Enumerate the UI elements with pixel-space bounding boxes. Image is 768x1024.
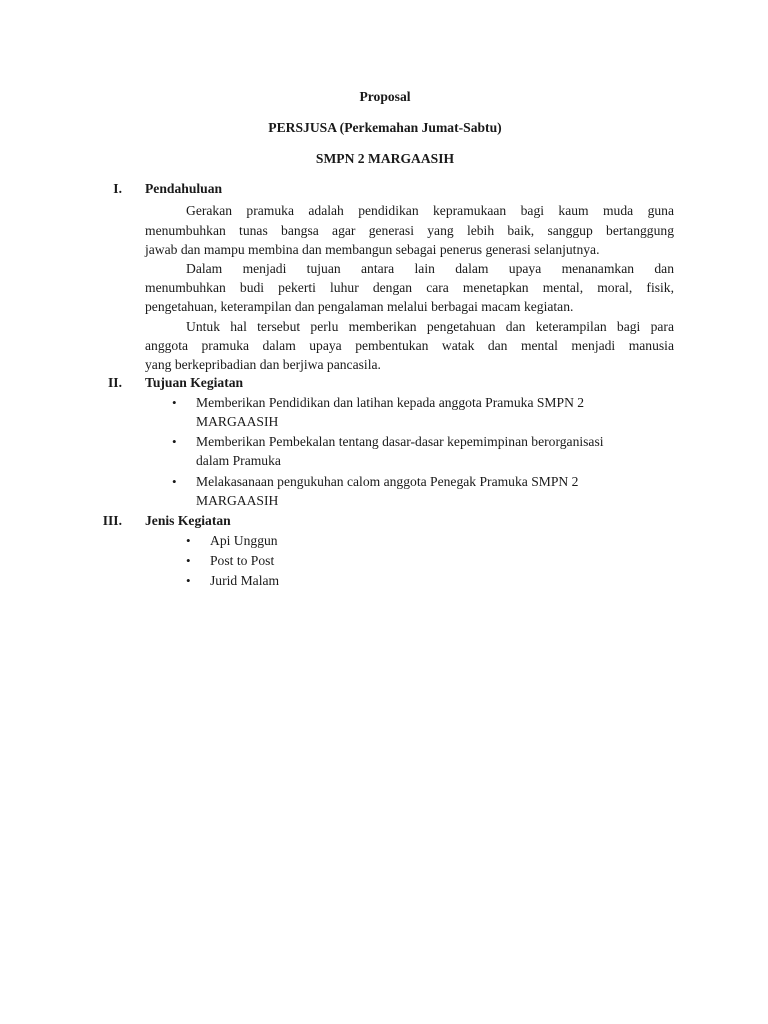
paragraph-line: Gerakan pramuka adalah pendidikan kepramukaan bagi kaum muda guna (186, 203, 674, 218)
paragraph-line: anggota pramuka dalam upaya pembentukan watak dan mental menjadi manusia (145, 338, 674, 353)
paragraph-line: yang berkepribadian dan berjiwa pancasila. (145, 357, 381, 372)
list-item-line: MARGAASIH (196, 493, 279, 508)
list-item-line: Memberikan Pembekalan tentang dasar-dasar kepemimpinan berorganisasi (196, 434, 604, 449)
paragraph-line: Untuk hal tersebut perlu memberikan pengetahuan dan keterampilan bagi para (186, 319, 674, 334)
list-item: Jurid Malam (210, 573, 280, 588)
paragraph-line: jawab dan mampu membina dan membangun sebagai penerus generasi selanjutnya. (145, 242, 600, 257)
section-number: II. (108, 375, 122, 390)
paragraph-line: menumbuhkan tunas bangsa agar generasi yang lebih baik, sanggup bertanggung (145, 223, 674, 238)
bullet-icon: • (172, 474, 177, 489)
list-item: Post to Post (210, 553, 275, 568)
list-item-line: Melakasanaan pengukuhan calom anggota Penegak Pramuka SMPN 2 (196, 474, 579, 489)
paragraph-line: menumbuhkan budi pekerti luhur dengan cara menetapkan mental, moral, fisik, (145, 280, 674, 295)
school-name: SMPN 2 MARGAASIH (315, 151, 455, 166)
bullet-icon: • (172, 434, 177, 449)
bullet-icon: • (172, 395, 177, 410)
paragraph-line: Dalam menjadi tujuan antara lain dalam upaya menanamkan dan (186, 261, 674, 276)
list-item-line: Memberikan Pendidikan dan latihan kepada anggota Pramuka SMPN 2 (196, 395, 585, 410)
document-title: Proposal (359, 89, 411, 104)
section-number: III. (102, 513, 122, 528)
section-heading: Pendahuluan (145, 181, 223, 196)
section-heading: Tujuan Kegiatan (145, 375, 244, 390)
list-item-line: dalam Pramuka (196, 453, 281, 468)
paragraph-line: pengetahuan, keterampilan dan pengalaman melalui berbagai macam kegiatan. (145, 299, 574, 314)
document-subtitle: PERSJUSA (Perkemahan Jumat-Sabtu) (268, 120, 502, 135)
bullet-icon: • (186, 573, 191, 588)
list-item-line: MARGAASIH (196, 414, 279, 429)
bullet-icon: • (186, 553, 191, 568)
section-heading: Jenis Kegiatan (145, 513, 231, 528)
bullet-icon: • (186, 533, 191, 548)
list-item: Api Unggun (210, 533, 278, 548)
section-number: I. (113, 181, 122, 196)
